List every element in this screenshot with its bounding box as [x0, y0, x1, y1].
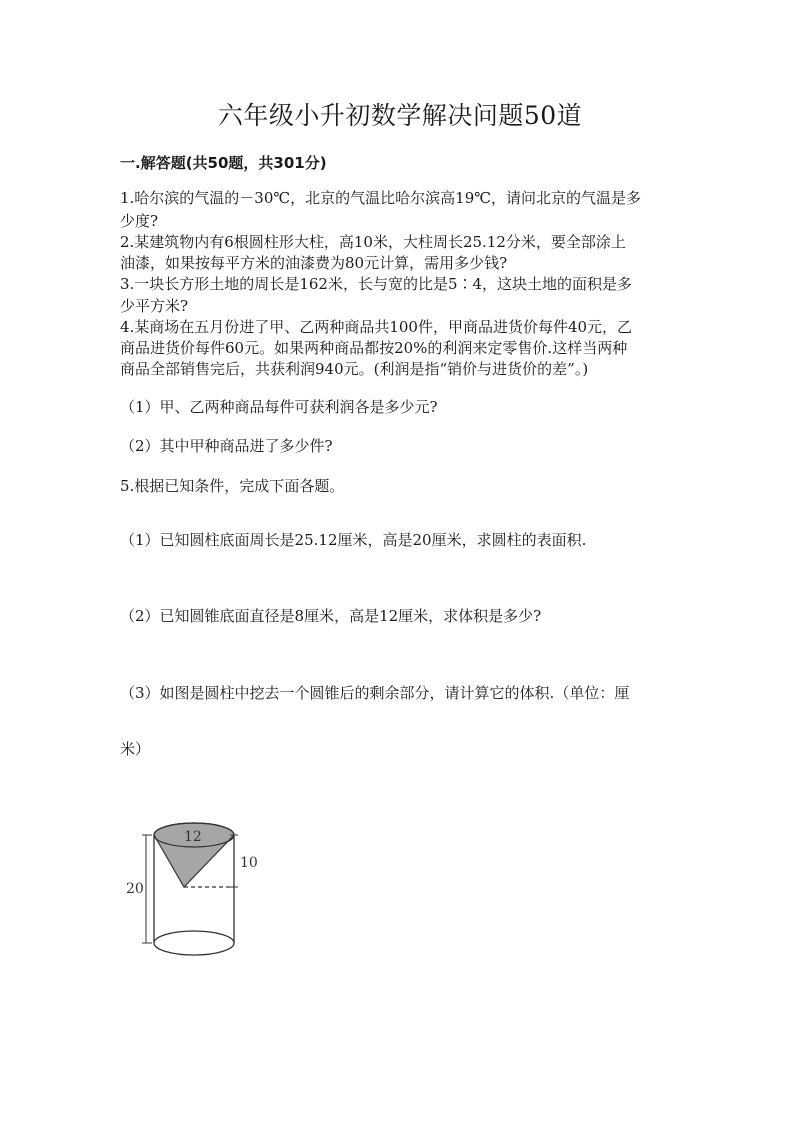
- problem-4-line-1: 4.某商场在五月份进了甲、乙两种商品共100件，甲商品进货价每件40元，乙: [120, 318, 633, 336]
- problem-1-line-2: 少度?: [120, 212, 159, 230]
- problem-3-line-1: 3.一块长方形土地的周长是162米，长与宽的比是5∶4，这块土地的面积是多: [120, 275, 633, 293]
- problem-4-subquestion-1: （1）甲、乙两种商品每件可获利润各是多少元?: [120, 398, 438, 416]
- page-title: 六年级小升初数学解决问题50道: [217, 101, 583, 130]
- problem-5-subquestion-3-line-2: 米）: [120, 740, 151, 758]
- problem-1-line-1: 1.哈尔滨的气温的－30℃，北京的气温比哈尔滨高19℃，请问北京的气温是多: [120, 189, 642, 207]
- problem-5-subquestion-1: （1）已知圆柱底面周长是25.12厘米，高是20厘米，求圆柱的表面积.: [120, 531, 587, 549]
- problem-2-line-2: 油漆，如果按每平方米的油漆费为80元计算，需用多少钱?: [120, 254, 508, 272]
- height-label: 20: [126, 881, 144, 897]
- problem-5-intro: 5.根据已知条件，完成下面各题。: [120, 477, 345, 495]
- problem-4-subquestion-2: （2）其中甲种商品进了多少件?: [120, 437, 333, 455]
- cylinder-bottom-ellipse: [154, 931, 234, 955]
- problem-2-line-1: 2.某建筑物内有6根圆柱形大柱，高10米，大柱周长25.12分米，要全部涂上: [120, 233, 626, 251]
- problem-5-subquestion-2: （2）已知圆锥底面直径是8厘米，高是12厘米，求体积是多少?: [120, 607, 542, 625]
- problem-4-line-2: 商品进货价每件60元。如果两种商品都按20%的利润来定零售价.这样当两种: [120, 339, 628, 357]
- section-heading: 一.解答题(共50题，共301分): [120, 154, 327, 172]
- problem-3-line-2: 少平方米?: [120, 297, 189, 315]
- cone-height-label: 10: [240, 855, 258, 871]
- cylinder-cone-figure: [118, 815, 268, 960]
- diameter-label: 12: [184, 829, 202, 845]
- problem-5-subquestion-3-line-1: （3）如图是圆柱中挖去一个圆锥后的剩余部分，请计算它的体积.（单位：厘: [120, 684, 630, 702]
- problem-4-line-3: 商品全部销售完后，共获利润940元。(利润是指“销价与进货价的差”。): [120, 360, 589, 378]
